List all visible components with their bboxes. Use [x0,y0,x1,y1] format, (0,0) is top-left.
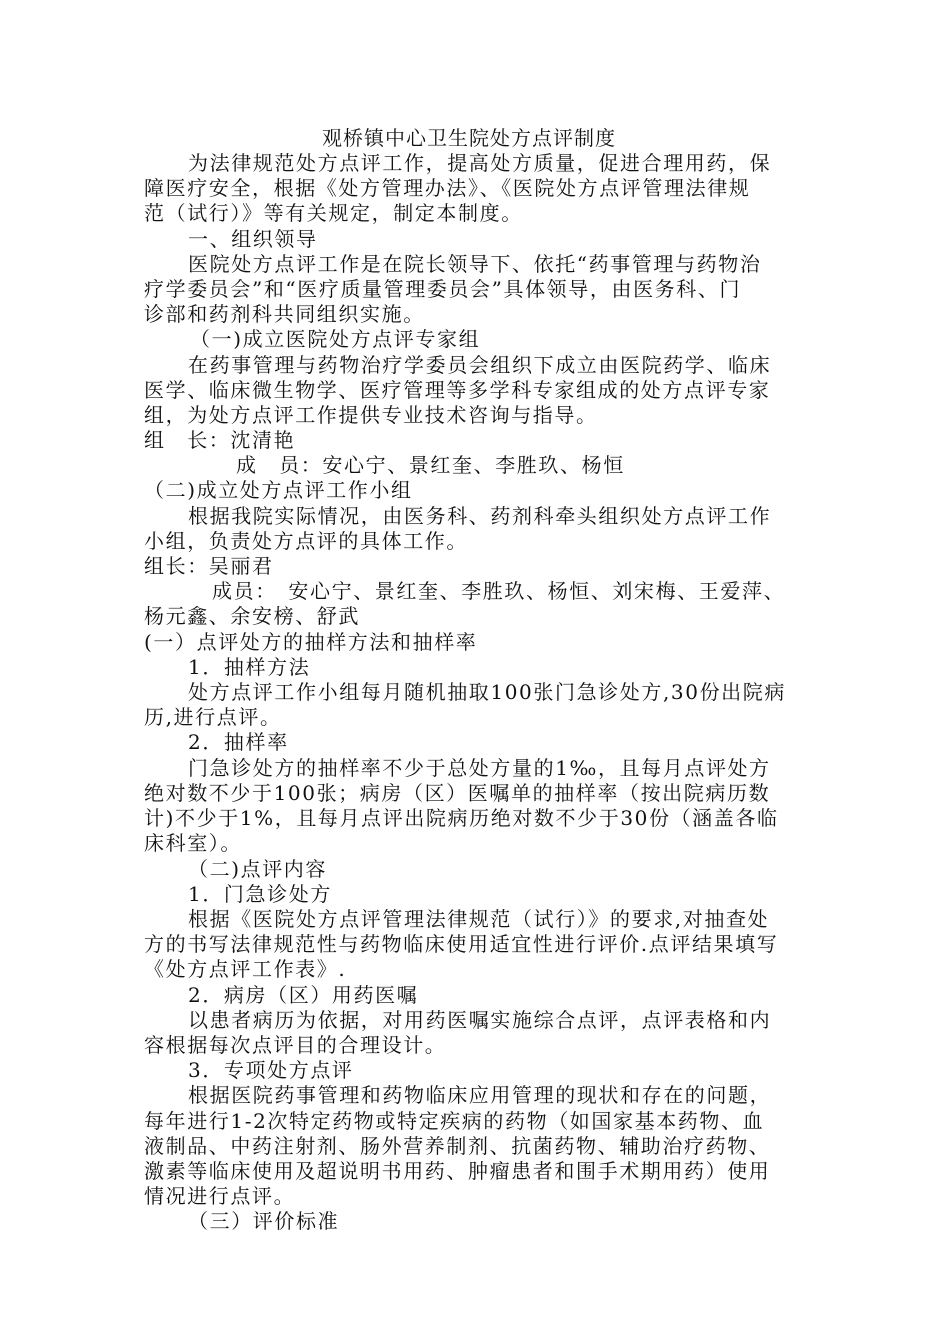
numbered-heading: 1．门急诊处方 [188,882,332,906]
section-heading: 一、组织领导 [188,227,318,251]
paragraph-line: 障医疗安全，根据《处方管理办法》、《医院处方点评管理法律规 [144,176,751,200]
paragraph-line: 历,进行点评。 [144,705,282,729]
paragraph-line: 在药事管理与药物治疗学委员会组织下成立由医院药学、临床 [188,353,772,377]
paragraph-line: 床科室）。 [144,831,242,855]
paragraph-line: 诊部和药剂科共同组织实施。 [144,302,425,326]
paragraph-line: 医院处方点评工作是在院长领导下、依托“药事管理与药物治 [188,252,762,276]
numbered-heading: 3．专项处方点评 [188,1058,354,1082]
member-line: 组长：吴丽君 [144,554,274,578]
paragraph-line: 《处方点评工作表》. [144,957,347,981]
paragraph-line: 疗学委员会”和“医疗质量管理委员会”具体领导，由医务科、门 [144,277,742,301]
paragraph-line: 组，为处方点评工作提供专业技术咨询与指导。 [144,403,598,427]
member-line: 成 员：安心宁、景红奎、李胜玖、杨恒 [236,453,625,477]
section-heading: （三）评价标准 [188,1209,340,1233]
section-heading: (一）点评处方的抽样方法和抽样率 [144,630,478,654]
member-line: 组 长：沈清艳 [144,428,296,452]
page-title: 观桥镇中心卫生院处方点评制度 [322,126,616,150]
paragraph-line: 根据《医院处方点评管理法律规范（试行）》的要求,对抽查处 [188,907,770,931]
paragraph-line: 医学、临床微生物学、医疗管理等多学科专家组成的处方点评专家 [144,378,771,402]
paragraph-line: 范（试行）》等有关规定，制定本制度。 [144,201,523,225]
paragraph-line: 根据医院药事管理和药物临床应用管理的现状和存在的问题， [188,1083,772,1107]
paragraph-line: 为法律规范处方点评工作，提高处方质量，促进合理用药，保 [188,151,772,175]
paragraph-line: 小组，负责处方点评的具体工作。 [144,529,468,553]
paragraph-line: 根据我院实际情况，由医务科、药剂科牵头组织处方点评工作 [188,504,772,528]
paragraph-line: 方的书写法律规范性与药物临床使用适宜性进行评价.点评结果填写 [144,932,779,956]
paragraph-line: 液制品、中药注射剂、肠外营养制剂、抗菌药物、辅助治疗药物、 [144,1134,771,1158]
member-line: 成员： 安心宁、景红奎、李胜玖、杨恒、刘宋梅、王爱萍、 [212,579,786,603]
section-heading: （二)成立处方点评工作小组 [144,478,413,502]
paragraph-line: 门急诊处方的抽样率不少于总处方量的1‰，且每月点评处方 [188,756,771,780]
paragraph-line: 激素等临床使用及超说明书用药、肿瘤患者和围手术期用药）使用 [144,1159,771,1183]
section-heading: （一)成立医院处方点评专家组 [190,327,481,351]
paragraph-line: 处方点评工作小组每月随机抽取100张门急诊处方,30份出院病 [188,680,786,704]
member-line: 杨元鑫、余安榜、舒武 [144,604,360,628]
paragraph-line: 情况进行点评。 [144,1184,296,1208]
paragraph-line: 计)不少于1%，且每月点评出院病历绝对数不少于30份（涵盖各临 [144,806,779,830]
numbered-heading: 2．病房（区）用药医嘱 [188,983,419,1007]
paragraph-line: 以患者病历为依据，对用药医嘱实施综合点评，点评表格和内 [188,1008,772,1032]
paragraph-line: 绝对数不少于100张；病房（区）医嘱单的抽样率（按出院病历数 [144,781,771,805]
paragraph-line: 容根据每次点评目的合理设计。 [144,1033,447,1057]
numbered-heading: 2．抽样率 [188,730,289,754]
numbered-heading: 1．抽样方法 [188,655,311,679]
paragraph-line: 每年进行1-2次特定药物或特定疾病的药物（如国家基本药物、血 [144,1109,765,1133]
section-heading: （二)点评内容 [188,857,328,881]
